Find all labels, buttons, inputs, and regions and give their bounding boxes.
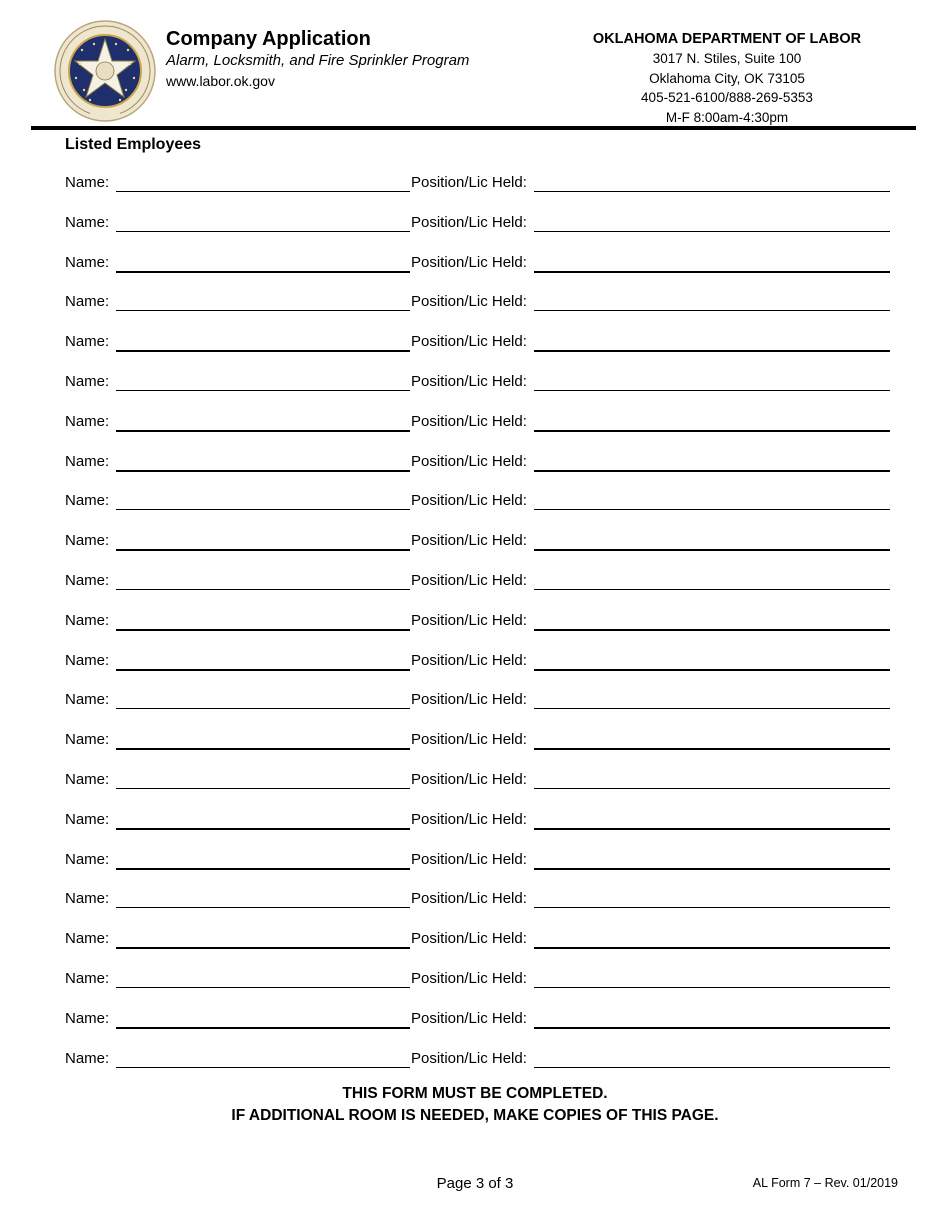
employee-name-field[interactable] [116,947,410,949]
position-label: Position/Lic Held: [411,890,527,908]
employee-list [65,171,890,1086]
employee-name-field[interactable] [116,629,410,631]
employee-row [65,211,890,251]
position-label: Position/Lic Held: [411,810,527,828]
employee-row [65,171,890,211]
notice-line-1: THIS FORM MUST BE COMPLETED. [342,1085,608,1102]
position-label: Position/Lic Held: [411,293,527,311]
employee-row [65,410,890,450]
employee-position-field[interactable] [534,828,890,830]
form-notice [0,1083,950,1127]
employee-position-field[interactable] [534,987,890,988]
employee-position-field[interactable] [534,629,890,631]
employee-row [65,808,890,848]
employee-position-field[interactable] [534,1027,890,1029]
employee-row [65,728,890,768]
name-label: Name: [65,850,110,868]
employee-name-field[interactable] [116,907,410,908]
position-label: Position/Lic Held: [411,213,527,231]
employee-position-field[interactable] [534,748,890,750]
employee-position-field[interactable] [534,788,890,789]
name-label: Name: [65,810,110,828]
employee-name-field[interactable] [116,191,410,192]
employee-row [65,529,890,569]
department-hours: M-F 8:00am-4:30pm [665,109,789,125]
position-label: Position/Lic Held: [411,253,527,271]
employee-name-field[interactable] [116,828,410,830]
name-label: Name: [65,213,110,231]
department-name: OKLAHOMA DEPARTMENT OF LABOR [592,31,862,47]
employee-position-field[interactable] [534,669,890,671]
employee-row [65,251,890,291]
position-label: Position/Lic Held: [411,452,527,470]
position-label: Position/Lic Held: [411,571,527,589]
employee-row [65,450,890,490]
position-label: Position/Lic Held: [411,969,527,987]
employee-row [65,569,890,609]
name-label: Name: [65,253,110,271]
name-label: Name: [65,174,110,191]
employee-position-field[interactable] [534,470,890,472]
employee-position-field[interactable] [534,310,890,311]
department-phone: 405-521-6100/888-269-5353 [641,90,813,105]
employee-name-field[interactable] [116,708,410,709]
position-label: Position/Lic Held: [411,611,527,629]
form-title: Company Application [166,28,371,50]
program-subtitle: Alarm, Locksmith, and Fire Sprinkler Program [166,52,470,69]
name-label: Name: [65,611,110,629]
employee-name-field[interactable] [116,748,410,750]
employee-name-field[interactable] [116,987,410,988]
employee-position-field[interactable] [534,549,890,551]
employee-row [65,887,890,927]
employee-row [65,649,890,689]
position-label: Position/Lic Held: [411,1049,527,1067]
employee-name-field[interactable] [116,1067,410,1068]
position-label: Position/Lic Held: [411,770,527,788]
name-label: Name: [65,969,110,987]
employee-position-field[interactable] [534,191,890,192]
employee-name-field[interactable] [116,509,410,510]
employee-position-field[interactable] [534,907,890,908]
header-divider [31,126,916,130]
position-label: Position/Lic Held: [411,850,527,868]
employee-position-field[interactable] [534,868,890,870]
position-label: Position/Lic Held: [411,333,527,351]
form-identifier: AL Form 7 – Rev. 01/2019 [752,1176,898,1190]
notice-line-2: IF ADDITIONAL ROOM IS NEEDED, MAKE COPIES OF THIS PAGE. [231,1107,719,1124]
employee-row [65,330,890,370]
name-label: Name: [65,571,110,589]
employee-position-field[interactable] [534,947,890,949]
department-contact-block [577,30,877,127]
employee-row [65,1047,890,1087]
name-label: Name: [65,372,110,390]
employee-name-field[interactable] [116,868,410,870]
employee-row [65,370,890,410]
name-label: Name: [65,452,110,470]
employee-name-field[interactable] [116,669,410,671]
website-text: www.labor.ok.gov [166,73,275,89]
position-label: Position/Lic Held: [411,731,527,749]
employee-row [65,290,890,330]
employee-position-field[interactable] [534,509,890,510]
employee-name-field[interactable] [116,430,410,432]
employee-position-field[interactable] [534,271,890,273]
position-label: Position/Lic Held: [411,930,527,948]
employee-row [65,1007,890,1047]
position-label: Position/Lic Held: [411,651,527,669]
employee-position-field[interactable] [534,708,890,709]
employee-position-field[interactable] [534,390,890,391]
name-label: Name: [65,293,110,311]
name-label: Name: [65,333,110,351]
employee-name-field[interactable] [116,350,410,352]
name-label: Name: [65,412,110,430]
name-label: Name: [65,691,110,709]
section-title: Listed Employees [65,136,202,153]
employee-row [65,768,890,808]
position-label: Position/Lic Held: [411,532,527,550]
employee-name-field[interactable] [116,390,410,391]
employee-name-field[interactable] [116,549,410,551]
employee-position-field[interactable] [534,350,890,352]
department-address-2: Oklahoma City, OK 73105 [649,70,805,86]
name-label: Name: [65,532,110,550]
name-label: Name: [65,890,110,908]
name-label: Name: [65,770,110,788]
employee-row [65,609,890,649]
employee-position-field[interactable] [534,430,890,432]
name-label: Name: [65,731,110,749]
employee-name-field[interactable] [116,788,410,789]
employee-name-field[interactable] [116,271,410,273]
position-label: Position/Lic Held: [411,412,527,430]
employee-position-field[interactable] [534,231,890,232]
position-label: Position/Lic Held: [411,691,527,709]
name-label: Name: [65,651,110,669]
position-label: Position/Lic Held: [411,492,527,510]
employee-name-field[interactable] [116,589,410,590]
name-label: Name: [65,1009,110,1027]
employee-row [65,967,890,1007]
employee-name-field[interactable] [116,470,410,472]
name-label: Name: [65,1049,110,1067]
employee-position-field[interactable] [534,1067,890,1068]
position-label: Position/Lic Held: [411,1009,527,1027]
page-number: Page 3 of 3 [436,1175,514,1192]
name-label: Name: [65,930,110,948]
oklahoma-state-seal-icon [54,20,156,122]
employee-row [65,927,890,967]
employee-row [65,848,890,888]
employee-name-field[interactable] [116,231,410,232]
employee-name-field[interactable] [116,310,410,311]
employee-row [65,688,890,728]
employee-row [65,489,890,529]
employee-name-field[interactable] [116,1027,410,1029]
form-title-block [166,27,469,91]
name-label: Name: [65,492,110,510]
department-address-1: 3017 N. Stiles, Suite 100 [652,51,802,66]
position-label: Position/Lic Held: [411,174,527,191]
employee-position-field[interactable] [534,589,890,590]
position-label: Position/Lic Held: [411,372,527,390]
